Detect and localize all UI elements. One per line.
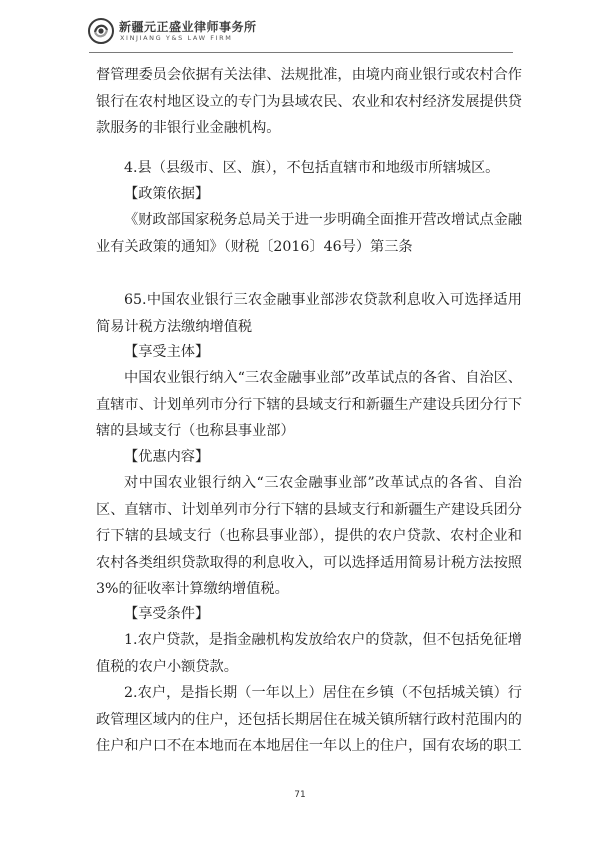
paragraph-policy-basis: 《财政部国家税务总局关于进一步明确全面推开营改增试点金融业有关政策的通知》（财税〔2016〕46号）第三条	[96, 212, 522, 255]
paragraph-beneficiary: 中国农业银行纳入“三农金融事业部”改革试点的各省、自治区、直辖市、计划单列市分行下辖的县域支行和新疆生产建设兵团分行下辖的县域支行（也称县事业部）	[96, 370, 522, 439]
paragraph-county-definition: 4.县（县级市、区、旗），不包括直辖市和地级市所辖城区。	[124, 160, 500, 176]
paragraph-condition-2: 2.农户，是指长期（一年以上）居住在乡镇（不包括城关镇）行政管理区域内的住户，还包括长期居住在城关镇所辖行政村范围内的住户和户口不在本地而在本地居住一年以上的住户，国有农场的职工	[96, 685, 522, 754]
paragraph-continued-definition: 督管理委员会依据有关法律、法规批准，由境内商业银行或农村合作银行在农村地区设立的专门为县域农民、农业和农村经济发展提供贷款服务的非银行业金融机构。	[96, 67, 522, 136]
firm-name-cn: 新疆元正盛业律师事务所	[119, 20, 257, 34]
page-number: 71	[294, 790, 306, 800]
firm-name-en: XINJIANG Y&S LAW FIRM	[120, 34, 233, 42]
item-65-title: 65.中国农业银行三农金融事业部涉农贷款利息收入可选择适用简易计税方法缴纳增值税	[96, 292, 522, 335]
header-divider	[89, 52, 513, 53]
page-header	[0, 0, 600, 60]
heading-conditions: 【享受条件】	[124, 606, 210, 622]
paragraph-condition-1: 1.农户贷款，是指金融机构发放给农户的贷款，但不包括免征增值税的农户小额贷款。	[96, 632, 522, 675]
paragraph-preferential-content: 对中国农业银行纳入“三农金融事业部”改革试点的各省、自治区、直辖市、计划单列市分行下辖的县域支行和新疆生产建设兵团分行下辖的县域支行（也称县事业部），提供的农户贷款、农村企业和农村各类组织贷款取得的利息收入，可以选择适用简易计税方法按照3%的征收率计算缴纳增值税。	[96, 475, 522, 597]
heading-beneficiary: 【享受主体】	[124, 344, 210, 360]
firm-logo-icon	[88, 18, 114, 44]
heading-policy-basis: 【政策依据】	[124, 186, 210, 202]
heading-preferential-content: 【优惠内容】	[124, 449, 210, 465]
